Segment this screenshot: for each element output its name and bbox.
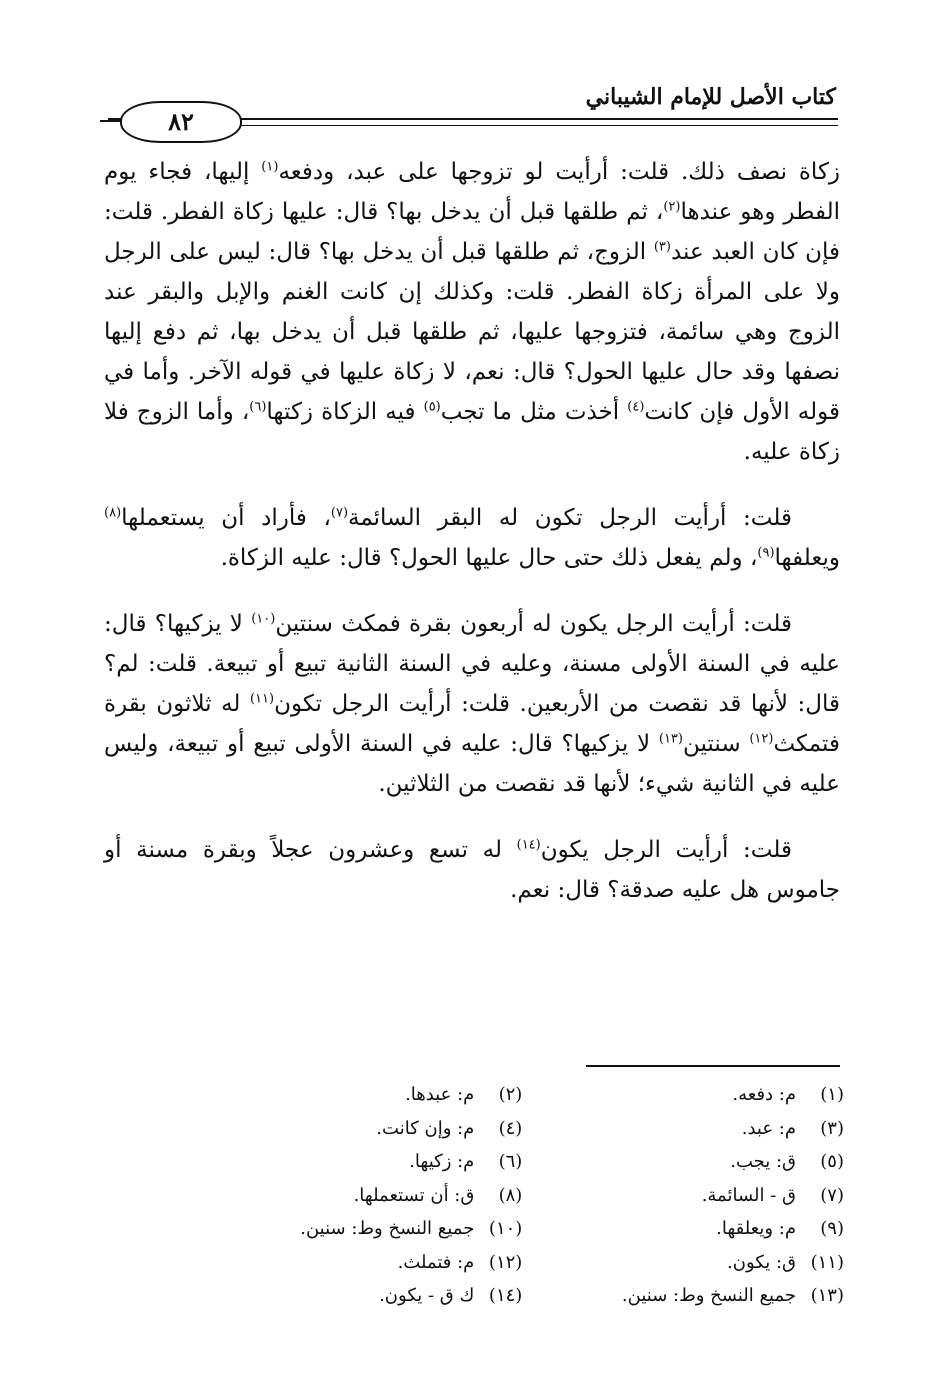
body-text [104,152,840,910]
footnote-marker-11: (١١) [249,691,275,707]
footnote-number: (٨) [498,1184,523,1206]
footnote-marker-7: (٧) [330,505,349,521]
footnote-6 [204,1145,522,1179]
text-run: له ثلاثون بقرة فتمكث [104,691,840,757]
footnote-number: (١٤) [488,1285,523,1306]
footnote-14 [204,1279,522,1313]
text-run: الزوج، ثم طلقها قبل أن يدخل بها؟ قال: ليس على الرجل ولا على المرأة زكاة الفطر. قلت: وكذلك إن كانت الغنم والإبل والبقر عند الزوج وهي سائمة، فتزوجها عليها، ثم طلقها قبل أن يدخل بها، ثم دفع إليها نصفها وقد حال عليها الحول؟ قال: نعم، لا زكاة عليها في قوله الآخر. وأما في قوله الأول فإن كانت [104,239,841,425]
footnote-text: م: عبد. [741,1117,796,1139]
footnote-marker-6: (٦) [249,399,267,415]
text-run: له تسع وعشرون عجلاً وبقرة مسنة أو جاموس هل عليه صدقة؟ قال: نعم. [104,837,840,903]
text-run: ، ثم طلقها قبل أن يدخل بها؟ قال: عليها زكاة الفطر. قلت: فإن كان العبد عند [104,199,840,265]
footnote-marker-5: (٥) [423,399,441,415]
footnote-text: م: عبدها. [405,1084,475,1105]
footnote-7 [522,1179,844,1213]
paragraph-3 [104,604,840,804]
footnotes [204,1078,844,1313]
footnote-12 [204,1246,522,1280]
footnote-row [204,1212,844,1246]
text-run: ويعلفها [774,545,840,571]
footnote-separator [586,1065,840,1067]
footnote-marker-2: (٢) [663,199,681,215]
footnote-number: (٢) [498,1084,523,1105]
badge-tail-rule [100,120,122,122]
paragraph-2 [104,498,840,578]
text-run: سنتين [682,731,750,757]
footnote-number: (٤) [498,1117,523,1139]
page-number: ٨٢ [120,101,242,143]
footnote-number: (٥) [820,1151,844,1172]
footnote-13 [522,1279,844,1313]
footnote-row [204,1179,844,1213]
footnote-marker-1: (١) [261,159,279,175]
footnote-number: (١٢) [488,1251,523,1273]
footnote-11 [522,1246,844,1280]
footnote-row [204,1145,844,1179]
footnote-3 [522,1112,844,1146]
text-run: إليها، فجاء يوم الفطر وهو عندها [104,159,840,225]
text-run: أخذت مثل ما تجب [440,399,628,425]
text-run: قلت: أرأيت الرجل يكون له أربعون بقرة فمكث سنتين [275,611,792,637]
footnote-row [204,1078,844,1112]
footnote-marker-9: (٩) [757,545,775,561]
footnote-text: جميع النسخ وط: سنين. [621,1285,796,1306]
footnote-number: (١٣) [810,1285,844,1306]
text-run: قلت: أرأيت الرجل يكون [540,837,792,863]
footnote-text: م: زكيها. [409,1151,475,1172]
footnote-text: ك ق - يكون. [379,1285,475,1306]
footnote-1 [522,1078,844,1112]
text-run: فيه الزكاة زكتها [266,399,424,425]
footnote-marker-3: (٣) [653,239,671,255]
footnote-number: (١١) [810,1251,844,1273]
footnote-5 [522,1145,844,1179]
footnote-marker-12: (١٢) [749,731,774,747]
footnote-number: (١٠) [488,1218,523,1239]
footnote-8 [204,1179,522,1213]
footnote-text: م: ويعلقها. [716,1218,796,1239]
footnote-marker-8: (٨) [104,505,122,521]
footnote-text: ق: يجب. [730,1151,796,1172]
footnote-4 [204,1112,522,1146]
footnote-marker-13: (١٣) [658,731,683,747]
text-run: ، فأراد أن يستعملها [121,505,331,531]
footnote-text: م: فتملث. [397,1251,475,1273]
paragraph-4 [104,830,840,910]
footnote-marker-10: (١٠) [251,611,276,627]
footnote-number: (٣) [820,1117,844,1139]
footnote-marker-14: (١٤) [516,837,541,853]
text-run: لا يزكيها؟ قال: عليه في السنة الأولى مسنة، وعليه في السنة الثانية تبيع أو تبيعة. قلت: لم؟ قال: لأنها قد نقصت من الأربعين. قلت: أرأيت الرجل تكون [104,611,840,717]
footnote-number: (٦) [498,1151,523,1172]
footnote-marker-4: (٤) [627,399,645,415]
text-run: قلت: أرأيت الرجل تكون له البقر السائمة [348,505,792,531]
running-title: كتاب الأصل للإمام الشيباني [585,84,836,110]
footnote-text: ق: يكون. [727,1251,796,1273]
footnote-9 [522,1212,844,1246]
header-rule-thin [138,125,838,126]
footnote-text: م: دفعه. [732,1084,796,1105]
footnote-row [204,1246,844,1280]
footnote-number: (١) [820,1084,844,1105]
text-run: ، ولم يفعل ذلك حتى حال عليها الحول؟ قال: عليه الزكاة. [220,545,758,571]
footnote-text: جميع النسخ وط: سنين. [300,1218,475,1239]
text-run: ، وأما الزوج فلا زكاة عليه. [104,399,840,465]
footnote-text: ق - السائمة. [701,1184,796,1206]
text-run: لا يزكيها؟ قال: عليه في السنة الأولى تبيع أو تبيعة، وليس عليه في الثانية شيء؛ لأنها قد نقصت من الثلاثين. [104,731,840,797]
footnote-text: ق: أن تستعملها. [353,1184,475,1206]
text-run: زكاة نصف ذلك. قلت: أرأيت لو تزوجها على عبد، ودفعه [278,159,841,185]
footnote-10 [204,1212,522,1246]
footnote-row [204,1279,844,1313]
paragraph-1 [104,152,840,472]
footnote-2 [204,1078,522,1112]
footnote-row [204,1112,844,1146]
footnote-text: م: وإن كانت. [376,1117,475,1139]
footnote-number: (٩) [820,1218,844,1239]
footnote-number: (٧) [820,1184,844,1206]
